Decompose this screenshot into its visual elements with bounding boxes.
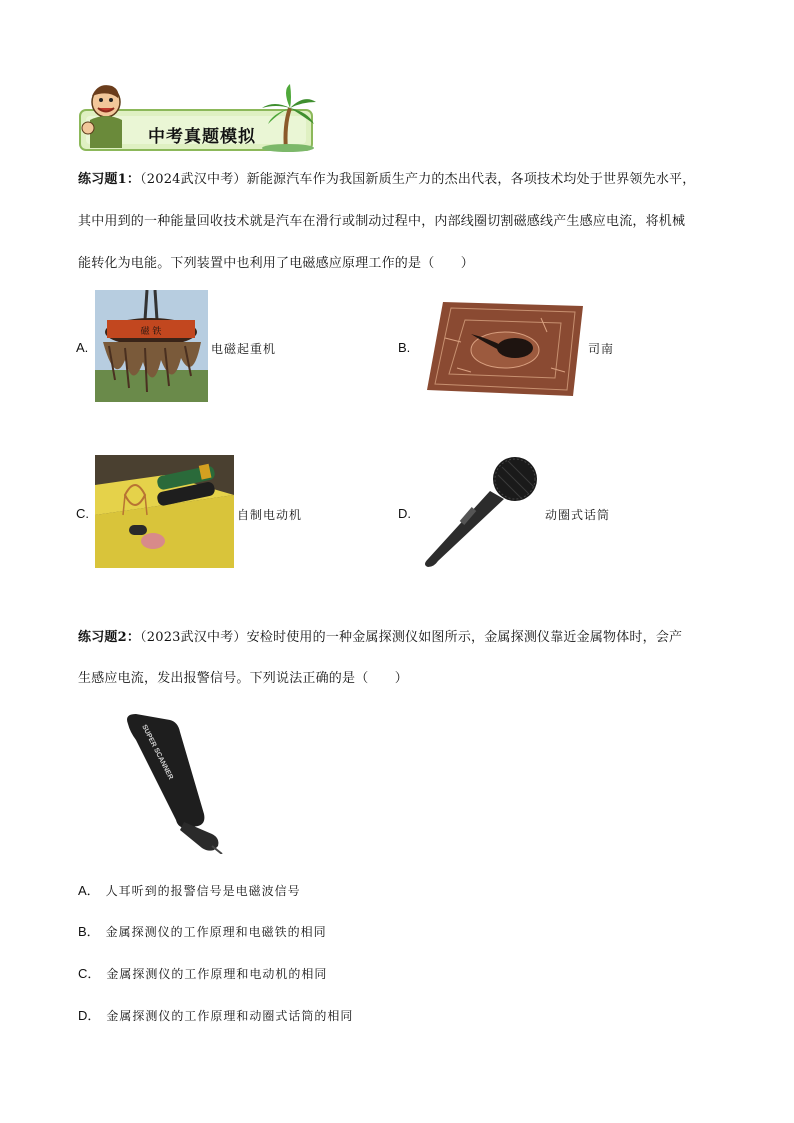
homemade-motor-image <box>95 455 234 568</box>
electromagnetic-crane-image <box>95 290 208 402</box>
q1-text-1: （2024武汉中考）新能源汽车作为我国新质生产力的杰出代表，各项技术均处于世界领先水平， <box>140 172 696 187</box>
magnet-label: 磁 铁 <box>140 327 162 337</box>
section-title: 中考真题模拟 <box>148 127 256 147</box>
q1-text-2: 其中用到的一种能量回收技术就是汽车在滑行或制动过程中，内部线圈切割磁感线产生感应电流，将机械 <box>78 214 686 229</box>
q2-answer-b <box>78 921 327 940</box>
q1-option-c-text: 自制电动机 <box>237 508 303 522</box>
q2-answer-c-text: 金属探测仪的工作原理和电动机的相同 <box>106 967 328 981</box>
q2-answer-b-letter: B． <box>78 924 100 939</box>
q1-option-d-text: 动圈式话筒 <box>545 508 611 522</box>
sinan-compass-image <box>421 298 586 398</box>
q1-option-b-letter: B. <box>398 340 411 355</box>
metal-detector-image <box>122 710 226 854</box>
q2-answer-c-letter: C． <box>78 966 101 981</box>
section-banner <box>78 80 318 154</box>
q1-label: 练习题1： <box>78 172 141 187</box>
q2-label: 练习题2： <box>78 630 141 645</box>
q1-text-3: 能转化为电能。下列装置中也利用了电磁感应原理工作的是（ ） <box>78 256 475 271</box>
q2-answer-d-letter: D． <box>78 1008 101 1023</box>
q2-answer-a-letter: A． <box>78 883 100 898</box>
q1-option-d-letter: D. <box>398 506 411 521</box>
q2-answer-a <box>78 880 301 899</box>
q1-option-a-text: 电磁起重机 <box>211 342 277 356</box>
q1-option-b-text: 司南 <box>588 342 615 356</box>
dynamic-microphone-image <box>418 455 542 568</box>
q2-answer-c <box>78 963 327 982</box>
q1-option-c-letter: C. <box>76 506 89 521</box>
q2-line-1 <box>78 631 682 645</box>
q1-line-1 <box>78 173 695 187</box>
q2-answer-d-text: 金属探测仪的工作原理和动圈式话筒的相同 <box>106 1009 354 1023</box>
q2-text-1: （2023武汉中考）安检时使用的一种金属探测仪如图所示，金属探测仪靠近金属物体时，会产 <box>140 630 683 645</box>
q1-option-a-letter: A. <box>76 340 89 355</box>
q2-text-2: 生感应电流，发出报警信号。下列说法正确的是（ ） <box>78 671 409 686</box>
detector-label: SUPER SCANNER <box>140 723 175 781</box>
q2-answer-d <box>78 1005 353 1024</box>
q2-answer-b-text: 金属探测仪的工作原理和电磁铁的相同 <box>105 925 327 939</box>
q2-answer-a-text: 人耳听到的报警信号是电磁波信号 <box>105 884 301 898</box>
